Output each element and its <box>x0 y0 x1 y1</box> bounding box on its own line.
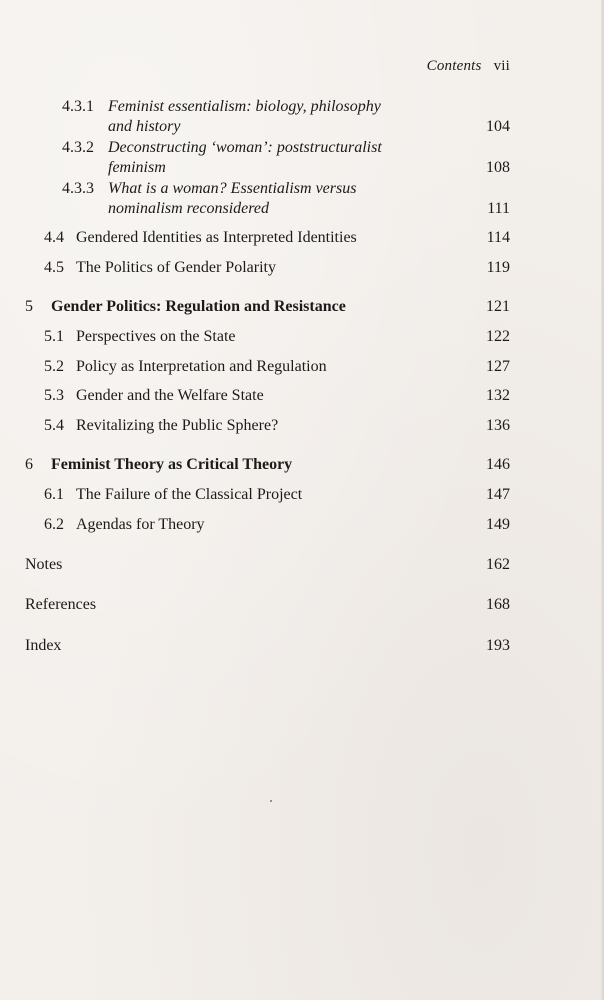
entry-page-number: 111 <box>487 200 510 217</box>
chapter-page-number: 121 <box>486 298 510 315</box>
running-head-page-number: vii <box>493 58 510 74</box>
entry-page-number: 147 <box>486 486 510 503</box>
entry-page-number: 104 <box>486 118 510 135</box>
entry-page-number: 127 <box>486 358 510 375</box>
entry-title: Policy as Interpretation and Regulation <box>76 358 327 375</box>
entry-number: 5.2 <box>44 358 64 375</box>
chapter-title: Feminist Theory as Critical Theory <box>51 456 293 473</box>
entry-number: 5.1 <box>44 328 64 345</box>
toc-entry-4-4 <box>44 228 357 248</box>
chapter-number: 6 <box>25 456 33 473</box>
entry-title: Revitalizing the Public Sphere? <box>76 417 279 434</box>
toc-entry-5-3 <box>44 386 264 406</box>
entry-page-number: 122 <box>486 328 510 345</box>
entry-title: Gender and the Welfare State <box>76 387 264 404</box>
entry-title: The Politics of Gender Polarity <box>76 259 276 276</box>
chapter-page-number: 146 <box>486 456 510 473</box>
toc-entry-6-2 <box>44 515 205 535</box>
toc-references: References <box>25 596 97 613</box>
entry-title: Agendas for Theory <box>76 516 205 533</box>
entry-number: 6.2 <box>44 516 64 533</box>
toc-notes: Notes <box>25 556 63 573</box>
entry-title-continued: nominalism reconsidered <box>108 200 270 217</box>
toc-entry-5-4 <box>44 416 278 436</box>
entry-page-number: 132 <box>486 387 510 404</box>
running-head-title: Contents <box>426 58 482 74</box>
toc-entry-4-3-3 <box>62 179 356 199</box>
chapter-number: 5 <box>25 298 33 315</box>
entry-number: 4.5 <box>44 259 64 276</box>
entry-number: 4.3.2 <box>62 139 94 156</box>
toc-index: Index <box>25 637 62 654</box>
entry-number: 4.4 <box>44 229 64 246</box>
entry-title: Gendered Identities as Interpreted Identities <box>76 229 357 246</box>
entry-title: Feminist essentialism: biology, philosophy <box>108 98 381 115</box>
entry-title: Perspectives on the State <box>76 328 236 345</box>
entry-number: 5.3 <box>44 387 64 404</box>
index-page-number: 193 <box>486 637 510 654</box>
ink-speck <box>270 800 272 802</box>
entry-page-number: 108 <box>486 159 510 176</box>
notes-page-number: 162 <box>486 556 510 573</box>
entry-page-number: 114 <box>486 229 510 246</box>
toc-entry-4-3-1 <box>62 97 381 117</box>
entry-number: 5.4 <box>44 417 64 434</box>
toc-entry-6-1 <box>44 485 302 505</box>
entry-title-continued: and history <box>108 118 181 135</box>
toc-entry-5-1 <box>44 327 236 347</box>
entry-title: What is a woman? Essentialism versus <box>108 180 357 197</box>
entry-title-continued: feminism <box>108 159 166 176</box>
entry-page-number: 136 <box>486 417 510 434</box>
running-head <box>427 58 510 75</box>
toc-chapter-6 <box>25 455 292 475</box>
toc-entry-4-5 <box>44 258 276 278</box>
entry-number: 6.1 <box>44 486 64 503</box>
entry-page-number: 149 <box>486 516 510 533</box>
entry-title: Deconstructing ‘woman’: poststructuralist <box>108 139 382 156</box>
entry-title: The Failure of the Classical Project <box>76 486 303 503</box>
toc-chapter-5 <box>25 297 346 317</box>
entry-page-number: 119 <box>486 259 510 276</box>
chapter-title: Gender Politics: Regulation and Resistance <box>51 298 346 315</box>
toc-entry-5-2 <box>44 357 327 377</box>
entry-number: 4.3.1 <box>62 98 94 115</box>
toc-entry-4-3-2 <box>62 138 382 158</box>
entry-number: 4.3.3 <box>62 180 94 197</box>
references-page-number: 168 <box>486 596 510 613</box>
